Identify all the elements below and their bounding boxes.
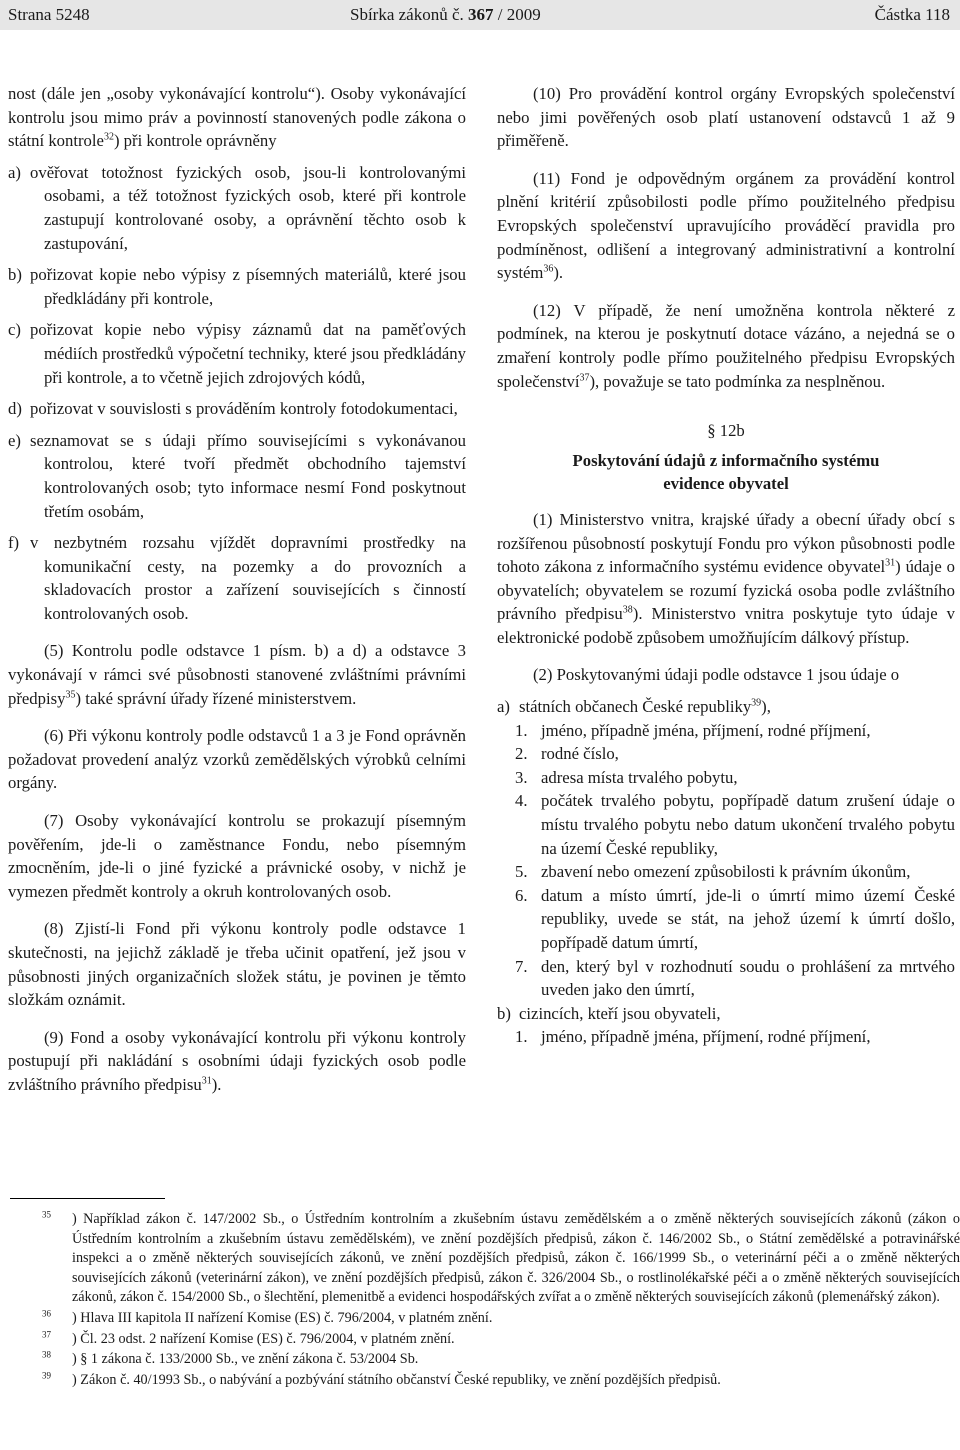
footnote: $^{35}$ ) Například zákon č. 147/2002 Sb., o Ústředním kontrolním a zkušebním ústavu zemědělském a o změně některých souvisejících zákonů (zákon o Ústředním kontrolním a zkušebním ústavu zemědělském), ve znění pozdějších předpisů, zákon č. 146/2002 Sb., o Státní zemědělské a potravinářské inspekci a o změně některých souvisejících zákonů, ve znění pozdějších předpisů, zákon č. 166/1999 Sb., o veterinární péči a o změně některých souvisejících zákonů (veterinární zákon), ve znění pozdějších předpisů, zákon č. 326/2004 Sb., o rostlinolékařské péči a o změně některých souvisejících zákonů, zákon č. 154/2000 Sb., o šlechtění, plemenitbě a evidenci hospodářských zvířat a o změně některých souvisejících zákonů (plemenářský zákon). — [42, 1209, 960, 1306]
list-item: a) ověřovat totožnost fyzických osob, jsou-li kontrolovanými osobami, a též totožnost fyzických osob, které při kontrole zastupují kontrolované osoby, a oprávnění těchto osob k zastupování, — [8, 162, 466, 253]
sub-item: 1. jméno, případně jména, příjmení, rodné příjmení, — [515, 720, 871, 740]
list-item: f) v nezbytném rozsahu vjíždět dopravními prostředky na komunikační cesty, na pozemky a do provozních a skladovacích prostor a zařízení souvisejících s činností kontrolovaných osob. — [8, 533, 466, 623]
sub-item: 2. rodné číslo, — [515, 744, 619, 764]
list-item: b) pořizovat kopie nebo výpisy z písemných materiálů, které jsou předkládány při kontrole, — [8, 265, 466, 308]
section-number: § 12b — [707, 421, 745, 441]
list-item-b: b) cizincích, kteří jsou obyvateli, — [497, 1003, 721, 1023]
law-number: 367 — [468, 5, 494, 24]
paragraph-5: (5) Kontrolu podle odstavce 1 písm. b) a d) a odstavce 3 vykonávají v rámci své působnosti stanovené zvláštními právními předpisy$^{35}$) také správní úřady řízené ministerstvem. — [8, 641, 466, 708]
paragraph-9: (9) Fond a osoby vykonávající kontrolu při výkonu kontroly postupují při nakládání s osobními údaji fyzických osob podle zvláštního právního předpisu$^{31}$). — [8, 1027, 466, 1094]
page-number: Strana 5248 — [8, 5, 90, 24]
footnotes — [8, 1210, 960, 1391]
footnote: $^{37}$ ) Čl. 23 odst. 2 nařízení Komise (ES) č. 796/2004, v platném znění. — [42, 1328, 455, 1347]
footnote: $^{38}$ ) § 1 zákona č. 133/2000 Sb., ve znění zákona č. 53/2004 Sb. — [42, 1349, 419, 1368]
list-item: c) pořizovat kopie nebo výpisy záznamů dat na paměťových médiích prostředků výpočetní techniky, které jsou předkládány při kontrole, a to včetně jejich zdrojových kódů, — [8, 320, 466, 387]
collection-title — [350, 5, 541, 25]
paragraph-12: (12) V případě, že není umožněna kontrola některé z podmínek, na kterou je poskytnutí dotace vázáno, a nejedná se o zmaření kontroly podle přímo použitelného předpisu Evropských společenství$^{37}$), považuje se tato podmínka za nesplněnou. — [497, 300, 955, 391]
footnote: $^{36}$ ) Hlava III kapitola II nařízení Komise (ES) č. 796/2004, v platném znění. — [42, 1308, 493, 1326]
subsection-2: (2) Poskytovanými údaji podle odstavce 1 jsou údaje o — [533, 665, 900, 685]
right-column — [497, 82, 955, 1049]
paragraph-10: (10) Pro provádění kontrol orgány Evropských společenství nebo jimi pověřených osob platí ustanovení odstavců 1 až 9 přiměřeně. — [497, 84, 955, 151]
sub-item: 7. den, který byl v rozhodnutí soudu o prohlášení za mrtvého uveden jako den úmrtí, — [515, 956, 955, 1000]
paragraph-11: (11) Fond je odpovědným orgánem za provádění kontrol plnění kritérií způsobilosti podle přímo použitelného předpisu Evropských společenství upravujícího prováděcí pravidla pro podmíněnost, odlišení a integrovaný administrativní a kontrolní systém$^{36}$). — [497, 168, 955, 283]
list-item: e) seznamovat se s údaji přímo souvisejícími s vykonávanou kontrolou, které tvoří předmět obchodního tajemství kontrolovaných osob; tyto informace nesmí Fond poskytnout třetím osobám, — [8, 430, 466, 521]
sub-item: 5. zbavení nebo omezení způsobilosti k právním úkonům, — [515, 862, 911, 882]
subsection-1: (1) Ministerstvo vnitra, krajské úřady a obecní úřady obcí s rozšířenou působností poskytují Fondu pro výkon působnosti podle tohoto zákona z informačního systému evidence obyvatel$^{31}$) údaje o obyvatelích; obyvatelem se rozumí fyzická osoba podle zvláštního právního předpisu$^{38}$). Ministerstvo vnitra poskytuje tyto údaje v elektronické podobě způsobem umožňujícím dálkový přístup. — [497, 509, 955, 647]
sub-item: 6. datum a místo úmrtí, jde-li o úmrtí mimo území České republiky, uvede se stát, na jehož území k úmrtí došlo, popřípadě datum úmrtí, — [515, 885, 955, 952]
paragraph-7: (7) Osoby vykonávající kontrolu se prokazují písemným pověřením, jde-li o zaměstnance Fondu, nebo písemným zmocněním, jde-li o jiné fyzické a právnické osoby, v nichž je vymezen předmět kontroly a okruh kontrolovaných osob. — [8, 811, 466, 901]
section-title-line-2: evidence obyvatel — [663, 474, 789, 494]
left-column — [8, 82, 466, 1097]
section-title-line-1: Poskytování údajů z informačního systému — [572, 450, 880, 470]
footnote: $^{39}$ ) Zákon č. 40/1993 Sb., o nabývání a pozbývání státního občanství České republiky, ve znění pozdějších předpisů. — [42, 1370, 721, 1388]
paragraph-8: (8) Zjistí-li Fond při výkonu kontroly podle odstavce 1 skutečnosti, na jejichž základě je třeba učinit opatření, jež jsou v působnosti jiných organizačních složek státu, je povinen je těmto složkám oznámit. — [8, 919, 466, 1010]
paragraph-6: (6) Při výkonu kontroly podle odstavců 1 a 3 je Fond oprávněn požadovat provedení analýz vzorků zemědělských výrobků celními orgány. — [8, 726, 466, 793]
paragraph-continuation: nost (dále jen „osoby vykonávající kontrolu“). Osoby vykonávající kontrolu jsou mimo práv a povinností stanovených podle zákona o státní kontrole$^{32}$) při kontrole oprávněny — [8, 84, 466, 151]
footnote-divider — [10, 1198, 165, 1199]
collection-prefix: Sbírka zákonů č. — [350, 5, 464, 24]
law-year: / 2009 — [497, 5, 541, 24]
page-header — [0, 0, 960, 30]
sub-item: 1. jméno, případně jména, příjmení, rodné příjmení, — [515, 1027, 871, 1047]
sub-item: 4. počátek trvalého pobytu, popřípadě datum zrušení údaje o místu trvalého pobytu nebo datum ukončení trvalého pobytu na území České republiky, — [515, 791, 955, 858]
list-item: d) pořizovat v souvislosti s prováděním kontroly fotodokumentaci, — [8, 399, 458, 419]
list-item-a: a) státních občanech České republiky$^{39}$), — [497, 697, 771, 717]
issue-part: Částka 118 — [874, 5, 950, 24]
sub-item: 3. adresa místa trvalého pobytu, — [515, 767, 738, 787]
